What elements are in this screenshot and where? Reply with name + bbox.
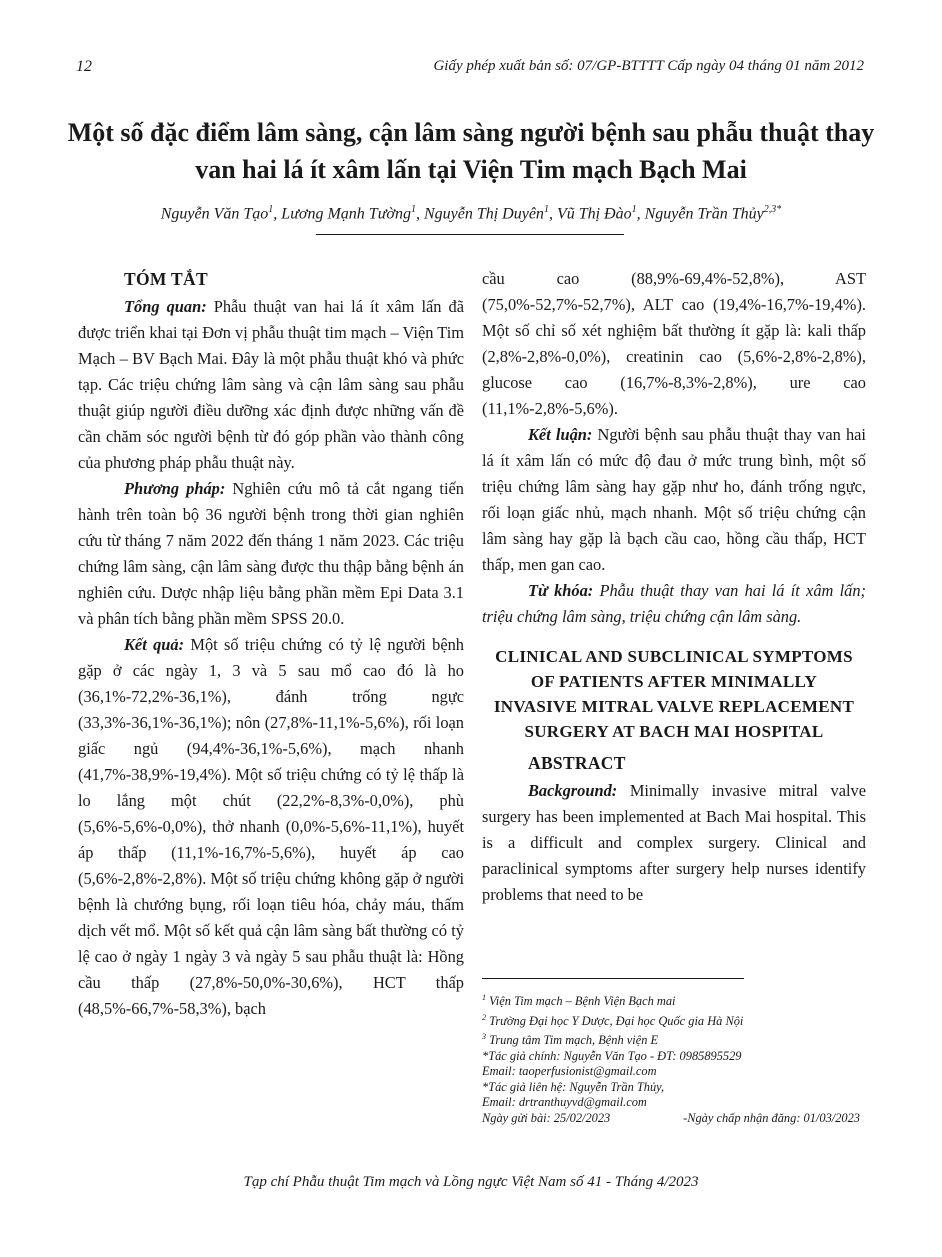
author-affiliation: 1 — [268, 204, 274, 215]
article-title: Một số đặc điểm lâm sàng, cận lâm sàng người bệnh sau phẫu thuật thay van hai lá ít xâm lấn tại Viện Tim mạch Bạch Mai — [67, 118, 875, 184]
author-affiliation: 2,3* — [763, 204, 782, 215]
right-column — [482, 266, 866, 908]
author-name: Nguyễn Thị Duyên — [423, 205, 544, 223]
results-paragraph — [78, 632, 464, 1022]
footnote-3-text: Trung tâm Tim mạch, Bệnh viện E — [489, 1033, 659, 1048]
method-paragraph — [78, 476, 464, 632]
method-label: Phương pháp: — [124, 479, 226, 498]
submission-dates — [482, 1111, 866, 1127]
keywords-label: Từ khóa: — [528, 581, 594, 600]
method-text: Nghiên cứu mô tả cắt ngang tiến hành trên toàn bộ 36 người bệnh trong thời gian nghiên cứu từ tháng 7 năm 2022 đến tháng 1 năm 2023. Các triệu chứng lâm sàng, cận lâm sàng được thu thập bằng bệnh án nghiên cứu. Dược nhập liệu bằng phần mềm Epi Data 3.1 và phân tích bằng phần mềm SPSS 20.0. — [78, 479, 464, 628]
journal-footer: Tạp chí Phẫu thuật Tim mạch và Lồng ngực Việt Nam số 41 - Tháng 4/2023 — [243, 1174, 699, 1190]
author-list: Nguyễn Văn Tạo$^1$, Lương Mạnh Tường$^1$, Nguyễn Thị Duyên$^1$, Vũ Thị Đào$^1$, Nguyễn Trần Thủy$^{2,3*}$ — [160, 204, 782, 223]
english-title: CLINICAL AND SUBCLINICAL SYMPTOMS OF PATIENTS AFTER MINIMALLY INVASIVE MITRAL VALVE REPLACEMENT SURGERY AT BACH MAI HOSPITAL — [493, 647, 855, 741]
author-name: Vũ Thị Đào — [556, 205, 632, 223]
accepted-date: -Ngày chấp nhận đăng: 01/03/2023 — [683, 1110, 860, 1125]
conclusion-text: Người bệnh sau phẫu thuật thay van hai lá ít xâm lấn có mức độ đau ở mức trung bình, một số triệu chứng lâm sàng hay gặp như ho, đánh trống ngực, rối loạn giấc nhủ, mạch nhanh. Một số triệu chứng cận lâm sàng hay gặp là bạch cầu cao, hồng cầu thấp, HCT thấp, men gan cao. — [482, 425, 866, 574]
footnote-3: $^3$ Trung tâm Tim mạch, Bệnh viện E — [482, 1032, 659, 1048]
author-name: Nguyễn Văn Tạo — [160, 205, 269, 223]
overview-label: Tổng quan: — [124, 297, 207, 316]
author-affiliation: 1 — [410, 204, 416, 215]
background-label: Background: — [528, 781, 618, 800]
left-column — [78, 266, 464, 1022]
conclusion-paragraph — [482, 422, 866, 578]
author-name: Lương Mạnh Tường — [281, 205, 411, 223]
background-paragraph — [482, 778, 866, 908]
overview-text: Phẫu thuật van hai lá ít xâm lấn đã được triển khai tại Đơn vị phẫu thuật tim mạch – Viện Tim Mạch – BV Bạch Mai. Đây là một phẫu thuật khó và phức tạp. Các triệu chứng lâm sàng và cận lâm sàng sau phẫu thuật giúp người điều dưỡng xác định được những vấn đề cần chăm sóc người bệnh từ đó góp phần vào thành công của phương pháp phẫu thuật này. — [78, 297, 464, 472]
footnotes — [482, 990, 866, 1126]
author-affiliation: 1 — [543, 204, 549, 215]
contact-author: *Tác giả liên hệ: Nguyễn Trần Thủy, — [482, 1079, 665, 1094]
keywords-paragraph — [482, 578, 866, 630]
page-number: 12 — [76, 58, 92, 75]
background-text: Minimally invasive mitral valve surgery has been implemented at Bach Mai hospital. This is a difficult and complex surgery. Clinical and paraclinical symptoms after surgery help nurses identify problems that need to be — [482, 781, 866, 904]
conclusion-label: Kết luận: — [528, 425, 593, 444]
author-divider — [316, 234, 624, 235]
results-label: Kết quả: — [124, 635, 185, 654]
summary-heading: TÓM TẮT — [124, 269, 208, 289]
author-name: Nguyễn Trần Thủy — [644, 205, 764, 223]
email-2: Email: drtranthuyvd@gmail.com — [482, 1095, 647, 1110]
footnote-1-text: Viện Tim mạch – Bệnh Viện Bạch mai — [489, 994, 676, 1009]
license-line: Giấy phép xuất bản số: 07/GP-BTTTT Cấp ngày 04 tháng 01 năm 2012 — [433, 58, 864, 74]
overview-paragraph — [78, 294, 464, 476]
abstract-heading: ABSTRACT — [528, 753, 626, 773]
results-continued: cầu cao (88,9%-69,4%-52,8%), AST (75,0%-52,7%-52,7%), ALT cao (19,4%-16,7%-19,4%). Một số chỉ số xét nghiệm bất thường ít gặp là: kali thấp (2,8%-2,8%-0,0%), creatinin cao (5,6%-2,8%-2,8%), glucose cao (16,7%-8,3%-2,8%), ure cao (11,1%-2,8%-5,6%). — [482, 269, 866, 418]
footnote-divider — [482, 978, 744, 979]
email-1: Email: taoperfusionist@gmail.com — [482, 1064, 657, 1079]
footnote-1: $^1$ Viện Tim mạch – Bệnh Viện Bạch mai — [482, 993, 676, 1009]
author-affiliation: 1 — [631, 204, 637, 215]
footnote-2: $^2$ Trường Đại học Y Dược, Đại học Quốc gia Hà Nội — [482, 1012, 744, 1028]
keywords-text: Phẫu thuật thay van hai lá ít xâm lấn; triệu chứng lâm sàng, triệu chứng cận lâm sàng. — [482, 581, 866, 626]
corresponding-author: *Tác giả chính: Nguyễn Văn Tạo - ĐT: 0985895529 — [482, 1048, 742, 1063]
received-date: Ngày gửi bài: 25/02/2023 — [482, 1110, 611, 1125]
footnote-2-text: Trường Đại học Y Dược, Đại học Quốc gia Hà Nội — [489, 1013, 744, 1028]
results-text: Một số triệu chứng có tỷ lệ người bệnh gặp ở các ngày 1, 3 và 5 sau mổ cao đó là ho (36,1%-72,2%-36,1%), đánh trống ngực (33,3%-36,1%-36,1%); nôn (27,8%-11,1%-5,6%), rối loạn giấc ngủ (94,4%-36,1%-5,6%), mạch nhanh (41,7%-38,9%-19,4%). Một số triệu chứng có tỷ lệ thấp là lo lắng một chút (22,2%-8,3%-0,0%), phù (5,6%-5,6%-0,0%), thở nhanh (0,0%-5,6%-11,1%), huyết áp thấp (11,1%-16,7%-5,6%), huyết áp cao (5,6%-2,8%-2,8%). Một số triệu chứng không gặp ở người bệnh là chướng bụng, rối loạn tiêu hóa, chảy máu, thấm dịch vết mổ. Một số kết quả cận lâm sàng bất thường có tỷ lệ cao ở ngày 1 ngày 3 và ngày 5 sau phẫu thuật là: Hồng cầu thấp (27,8%-50,0%-30,6%), HCT thấp (48,5%-66,7%-58,3%), bạch — [78, 635, 464, 1018]
